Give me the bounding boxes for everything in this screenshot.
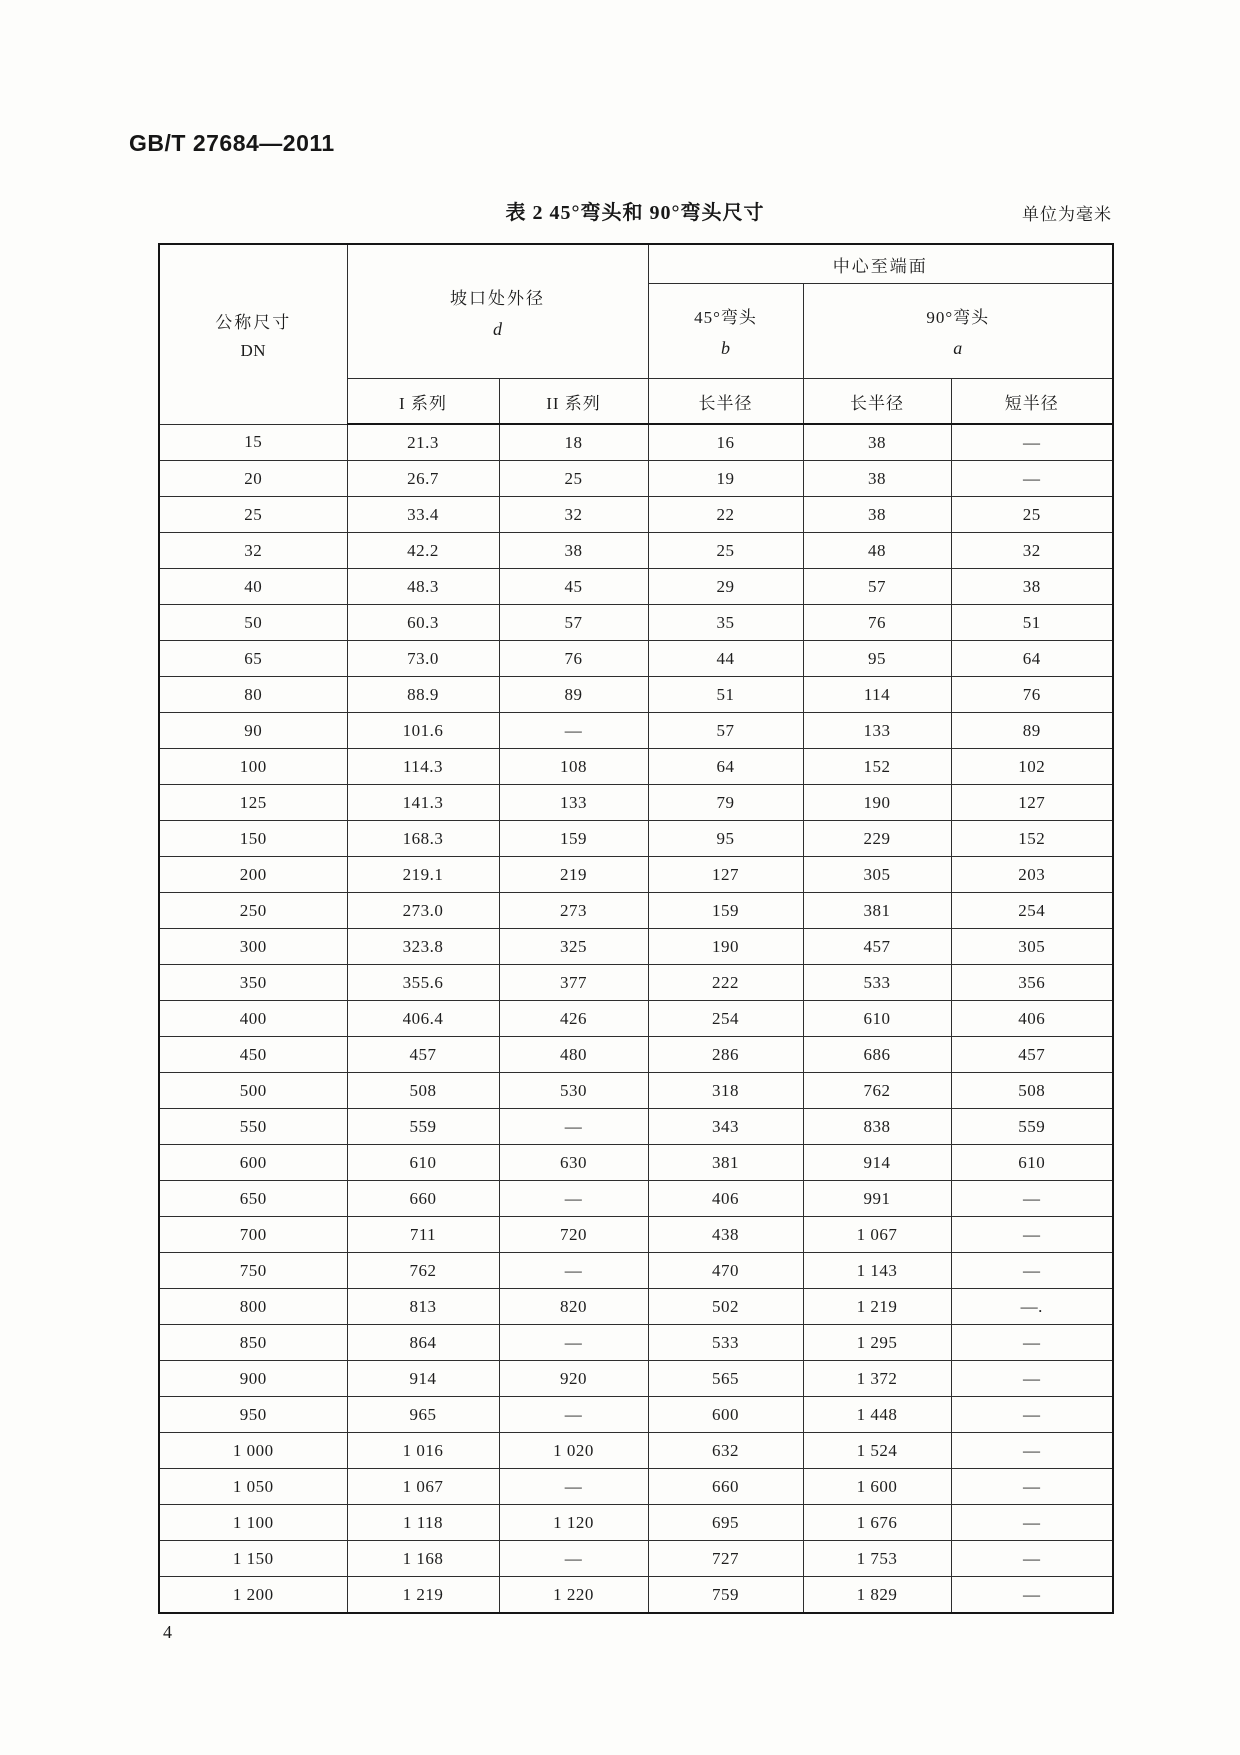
table-cell: 356 [951,965,1113,1001]
table-cell: 450 [159,1037,347,1073]
table-cell: 632 [648,1433,803,1469]
table-row [159,785,1113,821]
table-cell: 101.6 [347,713,499,749]
table-cell: 920 [499,1361,648,1397]
table-cell: 50 [159,605,347,641]
table-cell: 900 [159,1361,347,1397]
table-row [159,1469,1113,1505]
table-cell: 79 [648,785,803,821]
table-row [159,1217,1113,1253]
table-cell: 800 [159,1289,347,1325]
table-cell: 32 [159,533,347,569]
table-cell: 610 [951,1145,1113,1181]
nominal-size-label: 公称尺寸 [215,312,292,332]
table-cell: 820 [499,1289,648,1325]
table-row [159,929,1113,965]
unit-note: 单位为毫米 [1022,205,1112,224]
table-cell: 190 [803,785,951,821]
table-body [159,424,1113,1613]
table-cell: 406.4 [347,1001,499,1037]
table-cell: 25 [159,497,347,533]
table-cell: 325 [499,929,648,965]
table-cell: 57 [499,605,648,641]
table-cell: 18 [499,424,648,461]
table-cell: — [951,1325,1113,1361]
table-cell: 254 [951,893,1113,929]
table-cell: 1 050 [159,1469,347,1505]
table-cell: 1 143 [803,1253,951,1289]
table-cell: — [951,1217,1113,1253]
table-cell: 42.2 [347,533,499,569]
table-cell: 1 219 [347,1577,499,1614]
table-cell: 133 [499,785,648,821]
table-cell: 1 067 [803,1217,951,1253]
table-row [159,1109,1113,1145]
table-cell: 219 [499,857,648,893]
table-row [159,1145,1113,1181]
table-cell: 22 [648,497,803,533]
table-cell: 159 [499,821,648,857]
table-row [159,569,1113,605]
table-cell: 25 [951,497,1113,533]
table-cell: 700 [159,1217,347,1253]
table-cell: 21.3 [347,424,499,461]
table-cell: 48 [803,533,951,569]
table-cell: 660 [648,1469,803,1505]
table-cell: 29 [648,569,803,605]
table-cell: 16 [648,424,803,461]
table-cell: 108 [499,749,648,785]
table-row [159,893,1113,929]
table-cell: — [499,1253,648,1289]
table-cell: 1 000 [159,1433,347,1469]
table-cell: 89 [499,677,648,713]
table-cell: 377 [499,965,648,1001]
table-cell: 45 [499,569,648,605]
table-cell: 406 [951,1001,1113,1037]
table-cell: 762 [803,1073,951,1109]
table-cell: 400 [159,1001,347,1037]
table-cell: 48.3 [347,569,499,605]
table-row [159,821,1113,857]
table-cell: 470 [648,1253,803,1289]
table-row [159,1505,1113,1541]
table-cell: — [499,713,648,749]
table-cell: 660 [347,1181,499,1217]
table-cell: 168.3 [347,821,499,857]
table-cell: 152 [803,749,951,785]
table-cell: 114.3 [347,749,499,785]
table-cell: 355.6 [347,965,499,1001]
table-cell: 88.9 [347,677,499,713]
table-cell: 250 [159,893,347,929]
table-cell: 229 [803,821,951,857]
table-row [159,1397,1113,1433]
table-cell: 650 [159,1181,347,1217]
table-cell: 25 [499,461,648,497]
table-row [159,1577,1113,1614]
header-series-2: II 系列 [499,379,648,425]
table-cell: 1 150 [159,1541,347,1577]
table-cell: — [951,1253,1113,1289]
table-cell: 127 [951,785,1113,821]
table-cell: 318 [648,1073,803,1109]
table-cell: —. [951,1289,1113,1325]
table-cell: — [951,1505,1113,1541]
table-cell: 1 200 [159,1577,347,1614]
table-cell: 32 [499,497,648,533]
table-row [159,1289,1113,1325]
table-cell: — [499,1325,648,1361]
table-cell: 127 [648,857,803,893]
table-cell: 32 [951,533,1113,569]
table-cell: 150 [159,821,347,857]
header-row-1 [159,244,1113,284]
table-cell: 350 [159,965,347,1001]
table-cell: 159 [648,893,803,929]
header-long-radius-90: 长半径 [803,379,951,425]
table-cell: 686 [803,1037,951,1073]
table-cell: 438 [648,1217,803,1253]
table-cell: 125 [159,785,347,821]
table-cell: 565 [648,1361,803,1397]
header-long-radius-45: 长半径 [648,379,803,425]
table-cell: 33.4 [347,497,499,533]
table-cell: — [951,1397,1113,1433]
table-cell: — [951,1181,1113,1217]
table-row [159,1541,1113,1577]
table-cell: 1 524 [803,1433,951,1469]
table-row [159,1253,1113,1289]
table-row [159,749,1113,785]
table-cell: 15 [159,424,347,461]
table-cell: 1 448 [803,1397,951,1433]
table-cell: 19 [648,461,803,497]
table-cell: 152 [951,821,1113,857]
table-cell: 200 [159,857,347,893]
table-cell: 1 295 [803,1325,951,1361]
table-cell: 1 753 [803,1541,951,1577]
table-cell: — [951,1541,1113,1577]
elbow-90-label: 90°弯头 [926,308,990,327]
table-cell: 457 [347,1037,499,1073]
table-cell: 300 [159,929,347,965]
table-cell: 40 [159,569,347,605]
table-cell: 864 [347,1325,499,1361]
table-cell: 500 [159,1073,347,1109]
table-row [159,461,1113,497]
dimensions-table [158,243,1114,1614]
table-cell: 76 [951,677,1113,713]
header-elbow-90 [803,284,1113,379]
table-cell: 60.3 [347,605,499,641]
table-cell: 381 [803,893,951,929]
table-cell: 914 [803,1145,951,1181]
header-nominal-size [159,244,347,424]
table-row [159,497,1113,533]
table-cell: 991 [803,1181,951,1217]
header-bevel-od [347,244,648,379]
elbow-45-symbol: b [721,338,730,358]
table-cell: — [951,461,1113,497]
bevel-od-label: 坡口处外径 [450,288,545,308]
table-cell: 76 [499,641,648,677]
header-elbow-45 [648,284,803,379]
table-cell: 406 [648,1181,803,1217]
table-cell: 1 600 [803,1469,951,1505]
table-cell: 38 [499,533,648,569]
table-cell: 51 [648,677,803,713]
table-cell: 1 016 [347,1433,499,1469]
table-cell: — [951,1361,1113,1397]
table-cell: 1 168 [347,1541,499,1577]
bevel-od-symbol: d [493,318,502,339]
page-number: 4 [163,1622,172,1642]
table-cell: — [951,1433,1113,1469]
table-cell: 203 [951,857,1113,893]
table-cell: 559 [951,1109,1113,1145]
table-cell: 1 829 [803,1577,951,1614]
table-cell: 508 [347,1073,499,1109]
table-cell: 1 676 [803,1505,951,1541]
table-cell: 273 [499,893,648,929]
table-cell: 323.8 [347,929,499,965]
table-cell: 38 [951,569,1113,605]
table-cell: 64 [648,749,803,785]
nominal-size-symbol: DN [240,340,267,360]
table-cell: 114 [803,677,951,713]
table-cell: — [951,1469,1113,1505]
table-cell: 76 [803,605,951,641]
table-row [159,677,1113,713]
table-cell: 727 [648,1541,803,1577]
table-cell: — [499,1181,648,1217]
table-cell: 457 [951,1037,1113,1073]
table-cell: 502 [648,1289,803,1325]
table-cell: 1 120 [499,1505,648,1541]
table-cell: 26.7 [347,461,499,497]
table-cell: 90 [159,713,347,749]
table-cell: — [951,424,1113,461]
table-cell: 286 [648,1037,803,1073]
table-cell: 1 118 [347,1505,499,1541]
table-cell: 759 [648,1577,803,1614]
table-cell: 219.1 [347,857,499,893]
table-cell: 711 [347,1217,499,1253]
table-cell: 95 [803,641,951,677]
table-cell: 254 [648,1001,803,1037]
table-row [159,1001,1113,1037]
table-row [159,1073,1113,1109]
table-cell: 25 [648,533,803,569]
table-row [159,605,1113,641]
table-cell: — [499,1109,648,1145]
table-row [159,1181,1113,1217]
table-cell: 1 067 [347,1469,499,1505]
table-cell: 38 [803,497,951,533]
table-row [159,424,1113,461]
table-cell: 305 [951,929,1113,965]
table-row [159,713,1113,749]
table-cell: 457 [803,929,951,965]
table-cell: 550 [159,1109,347,1145]
table-cell: 64 [951,641,1113,677]
table-cell: 133 [803,713,951,749]
table-cell: 600 [648,1397,803,1433]
table-row [159,641,1113,677]
table-cell: 813 [347,1289,499,1325]
table-cell: 89 [951,713,1113,749]
table-cell: 95 [648,821,803,857]
table-cell: 559 [347,1109,499,1145]
table-cell: 38 [803,424,951,461]
table-cell: 1 372 [803,1361,951,1397]
table-cell: 600 [159,1145,347,1181]
table-cell: 838 [803,1109,951,1145]
header-series-1: I 系列 [347,379,499,425]
table-cell: 141.3 [347,785,499,821]
table-cell: 20 [159,461,347,497]
table-row [159,1361,1113,1397]
table-cell: 102 [951,749,1113,785]
table-cell: 222 [648,965,803,1001]
table-cell: 100 [159,749,347,785]
table-cell: 51 [951,605,1113,641]
table-row [159,965,1113,1001]
table-cell: 73.0 [347,641,499,677]
table-caption: 表 2 45°弯头和 90°弯头尺寸 [505,202,765,224]
table-cell: 720 [499,1217,648,1253]
table-cell: 426 [499,1001,648,1037]
table-cell: 1 100 [159,1505,347,1541]
table-cell: 57 [648,713,803,749]
table-cell: 305 [803,857,951,893]
header-short-radius-90: 短半径 [951,379,1113,425]
table-row [159,1433,1113,1469]
table-cell: — [499,1397,648,1433]
table-cell: 273.0 [347,893,499,929]
elbow-90-symbol: a [953,338,963,358]
table-cell: 65 [159,641,347,677]
elbow-45-label: 45°弯头 [694,308,757,327]
table-cell: 950 [159,1397,347,1433]
table-cell: 750 [159,1253,347,1289]
table-row [159,1325,1113,1361]
table-cell: 533 [803,965,951,1001]
table-cell: 44 [648,641,803,677]
table-row [159,857,1113,893]
table-cell: 762 [347,1253,499,1289]
table-cell: 57 [803,569,951,605]
table-cell: 1 219 [803,1289,951,1325]
table-cell: 38 [803,461,951,497]
table-cell: 914 [347,1361,499,1397]
table-cell: 850 [159,1325,347,1361]
table-cell: 965 [347,1397,499,1433]
table-cell: 35 [648,605,803,641]
table-cell: 1 020 [499,1433,648,1469]
table-cell: — [951,1577,1113,1614]
table-cell: 1 220 [499,1577,648,1614]
header-center-to-end: 中心至端面 [648,244,1113,284]
table-cell: — [499,1541,648,1577]
table-cell: 610 [803,1001,951,1037]
table-cell: 480 [499,1037,648,1073]
table-cell: 630 [499,1145,648,1181]
table-cell: — [499,1469,648,1505]
table-cell: 508 [951,1073,1113,1109]
table-cell: 343 [648,1109,803,1145]
table-cell: 533 [648,1325,803,1361]
standard-code: GB/T 27684—2011 [129,130,335,156]
table-cell: 610 [347,1145,499,1181]
table-cell: 530 [499,1073,648,1109]
table-row [159,1037,1113,1073]
table-cell: 80 [159,677,347,713]
table-row [159,533,1113,569]
table-cell: 695 [648,1505,803,1541]
table-cell: 381 [648,1145,803,1181]
table-cell: 190 [648,929,803,965]
